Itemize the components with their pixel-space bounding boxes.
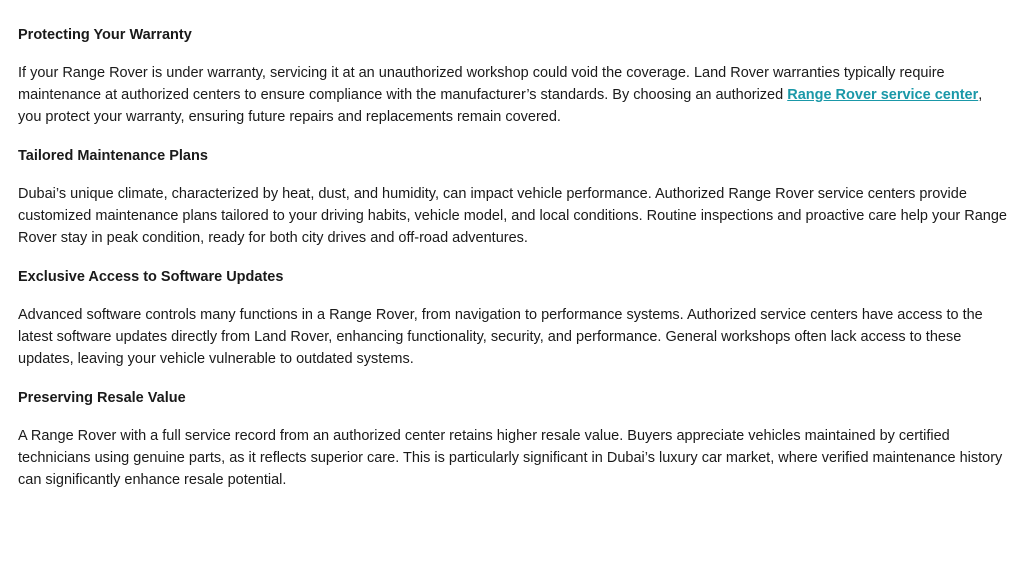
section-heading-warranty: Protecting Your Warranty [18,27,192,43]
section-paragraph-warranty [18,62,1008,128]
section-heading-software: Exclusive Access to Software Updates [18,269,284,285]
section-paragraph-maintenance: Dubai’s unique climate, characterized by heat, dust, and humidity, can impact vehicle performance. Authorized Range Rover service centers provide customized maintenance plans tailored to your driving habits, vehicle model, and local conditions. Routine inspections and proactive care help your Range Rover stay in peak condition, ready for both city drives and off-road adventures. [18,186,1007,246]
section-heading-resale: Preserving Resale Value [18,390,186,406]
document-body [18,24,1008,508]
section-paragraph-software: Advanced software controls many functions in a Range Rover, from navigation to performance systems. Authorized service centers have access to the latest software updates directly from Land Rover, enhancing functionality, security, and performance. General workshops often lack access to these updates, leaving your vehicle vulnerable to outdated systems. [18,307,983,367]
section-paragraph-resale: A Range Rover with a full service record from an authorized center retains higher resale value. Buyers appreciate vehicles maintained by certified technicians using genuine parts, as it reflects superior care. This is particularly significant in Dubai’s luxury car market, where verified maintenance history can significantly enhance resale potential. [18,428,1003,488]
paragraph-text-before-link: If your Range Rover is under warranty, servicing it at an unauthorized workshop could void the coverage. Land Rover warranties typically require maintenance at authorized centers to ensure compliance with the manufacturer’s standards. By choosing an authorized [18,65,945,103]
section-heading-maintenance: Tailored Maintenance Plans [18,148,208,164]
range-rover-service-center-link[interactable]: Range Rover service center [787,87,979,103]
paragraph-text-after-link: , you protect your warranty, ensuring future repairs and replacements remain covered. [18,87,983,125]
